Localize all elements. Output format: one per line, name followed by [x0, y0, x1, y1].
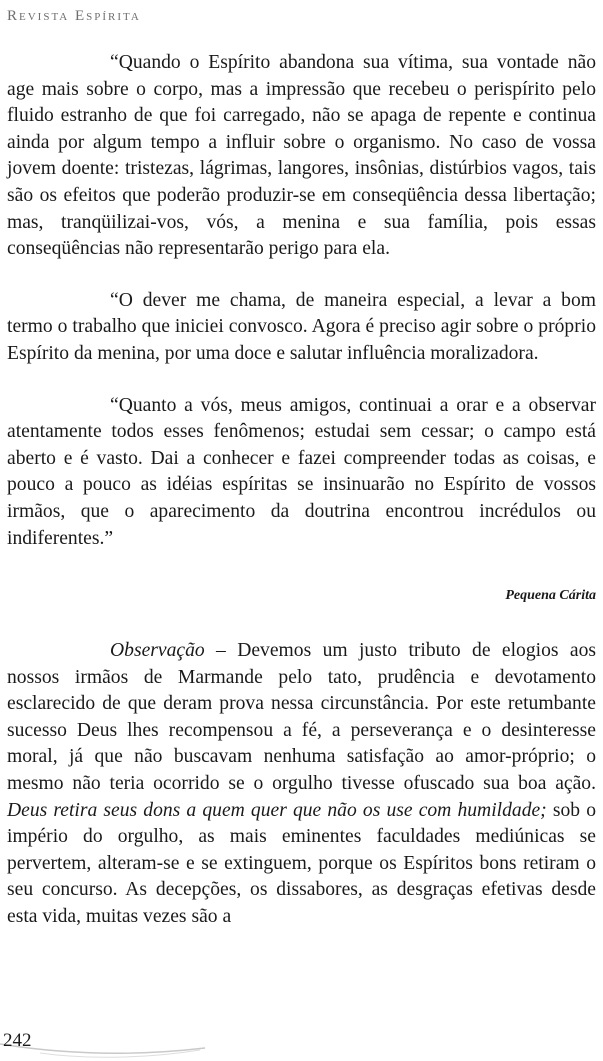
page-corner-ornament	[0, 1022, 210, 1061]
observation-label: Observação	[110, 640, 205, 662]
page-number: 242	[3, 1030, 32, 1051]
signature: Pequena Cárita	[505, 588, 596, 604]
observation-emphasis: Deus retira seus dons a quem quer que não os use com humildade;	[7, 799, 547, 821]
running-header: Revista Espírita	[7, 8, 141, 24]
paragraph-2: “O dever me chama, de maneira especial, a levar a bom termo o trabalho que iniciei convosco. Agora é preciso agir sobre o próprio Espírito da menina, por uma doce e salutar influência moralizadora.	[7, 289, 596, 364]
observation-paragraph	[7, 638, 596, 931]
observation-text-1: – Devemos um justo tributo de elogios aos nossos irmãos de Marmande pelo tato, prudência e devotamento esclarecido de que deram prova nessa circunstância. Por este retumbante sucesso Deus lhes recompensou a fé, a perseverança e o desinteresse moral, já que não buscavam nenhuma satisfação ao amor-próprio; o mesmo não teria ocorrido se o orgulho tivesse ofuscado sua boa ação.	[7, 640, 596, 795]
observation-text-2: sob o império do orgulho, as mais eminentes faculdades mediúnicas se pervertem, alteram-se e se extinguem, porque os Espíritos bons retiram o seu concurso. As decepções, os dissabores, as desgraças efetivas desde esta vida, muitas vezes são a	[7, 799, 596, 928]
page-body	[7, 50, 596, 931]
paragraph-3: “Quanto a vós, meus amigos, continuai a orar e a observar atentamente todos esses fenômenos; estudai sem cessar; o campo está aberto e é vasto. Dai a conhecer e fazei compreender todas as coisas, e pouco a pouco as idéias espíritas se insinuarão no Espírito de vossos irmãos, que o aparecimento da doutrina encontrou incrédulos ou indiferentes.”	[7, 394, 596, 549]
paragraph-1: “Quando o Espírito abandona sua vítima, sua vontade não age mais sobre o corpo, mas a impressão que recebeu o perispírito pelo fluido estranho de que foi carregado, não se apaga de repente e continua ainda por algum tempo a influir sobre o organismo. No caso de vossa jovem doente: tristezas, lágrimas, langores, insônias, distúrbios vagos, tais são os efeitos que poderão produzir-se em conseqüência dessa libertação; mas, tranqüilizai-vos, vós, a menina e sua família, pois essas conseqüências não representarão perigo para ela.	[7, 52, 596, 260]
